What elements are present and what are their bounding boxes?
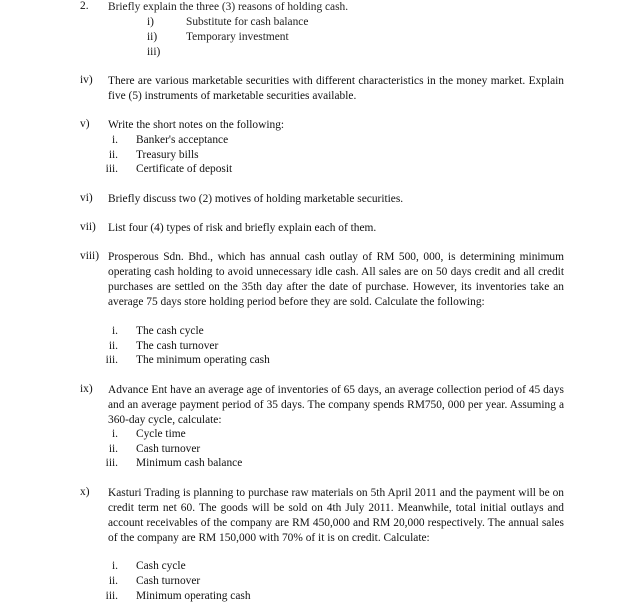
item-roman: i. — [111, 428, 118, 440]
item-roman: iii. — [105, 163, 118, 175]
question-number: viii) — [80, 250, 99, 262]
item-roman: i. — [111, 325, 118, 337]
question-number: iv) — [80, 74, 93, 86]
item-roman: i) — [147, 16, 154, 28]
item-text: Certificate of deposit — [136, 163, 233, 175]
item-text: Minimum cash balance — [136, 457, 243, 469]
question-text: Briefly discuss two (2) motives of holding marketable securities. — [108, 193, 404, 205]
question-text: Advance Ent have an average age of inventories of 65 days, an average collection period of 45 days and an average payment period of 35 days. The company spends RM750, 000 per year. Assuming a 360-day cycle, calculate: — [108, 384, 564, 426]
item-roman: ii. — [108, 149, 118, 161]
item-roman: iii. — [105, 590, 118, 602]
item-roman: ii. — [108, 443, 118, 455]
item-text: The cash cycle — [136, 325, 204, 337]
item-roman: iii. — [105, 457, 118, 469]
question-text: List four (4) types of risk and briefly explain each of them. — [108, 222, 377, 234]
item-text: Cash turnover — [136, 575, 201, 587]
item-text: Cash turnover — [136, 443, 201, 455]
question-text: Write the short notes on the following: — [108, 119, 285, 131]
item-roman: ii. — [108, 575, 118, 587]
question-text: Prosperous Sdn. Bhd., which has annual cash outlay of RM 500, 000, is determining minimum operating cash holding to avoid unnecessary idle cash. All sales are on 50 days credit and all credit purchases are settled on the 35th day after the date of purchase. However, its inventories take an average 75 days store holding period before they are sold. Calculate the following: — [108, 251, 564, 308]
item-roman: i. — [111, 134, 118, 146]
item-text: Minimum operating cash — [136, 590, 251, 602]
question-text: There are various marketable securities with different characteristics in the money market. Explain five (5) instruments of marketable securities available. — [108, 75, 564, 102]
item-roman: ii. — [108, 340, 118, 352]
question-number: v) — [80, 118, 90, 130]
item-roman: iii. — [105, 354, 118, 366]
item-text: Treasury bills — [136, 149, 199, 161]
item-roman: iii) — [147, 46, 161, 58]
item-text: Cash cycle — [136, 560, 186, 572]
item-text: Substitute for cash balance — [186, 16, 309, 28]
item-roman: ii) — [147, 31, 158, 43]
question-number: vi) — [80, 192, 93, 204]
question-number: x) — [80, 486, 90, 498]
question-text: Kasturi Trading is planning to purchase raw materials on 5th April 2011 and the payment will be on credit term net 60. The goods will be sold on 4th July 2011. Meanwhile, total initial outlays and account receivables of the company are RM 450,000 and RM 20,000 respectively. The annual sales of the company are RM 150,000 with 70% of it is on credit. Calculate: — [108, 487, 564, 544]
question-text: Briefly explain the three (3) reasons of holding cash. — [108, 1, 349, 13]
item-text: Temporary investment — [186, 31, 289, 43]
question-number: 2. — [80, 0, 89, 12]
item-roman: i. — [111, 560, 118, 572]
item-text: Cycle time — [136, 428, 186, 440]
item-text: The cash turnover — [136, 340, 219, 352]
item-text: The minimum operating cash — [136, 354, 270, 366]
question-number: ix) — [80, 383, 93, 395]
item-text: Banker's acceptance — [136, 134, 229, 146]
question-number: vii) — [80, 221, 96, 233]
